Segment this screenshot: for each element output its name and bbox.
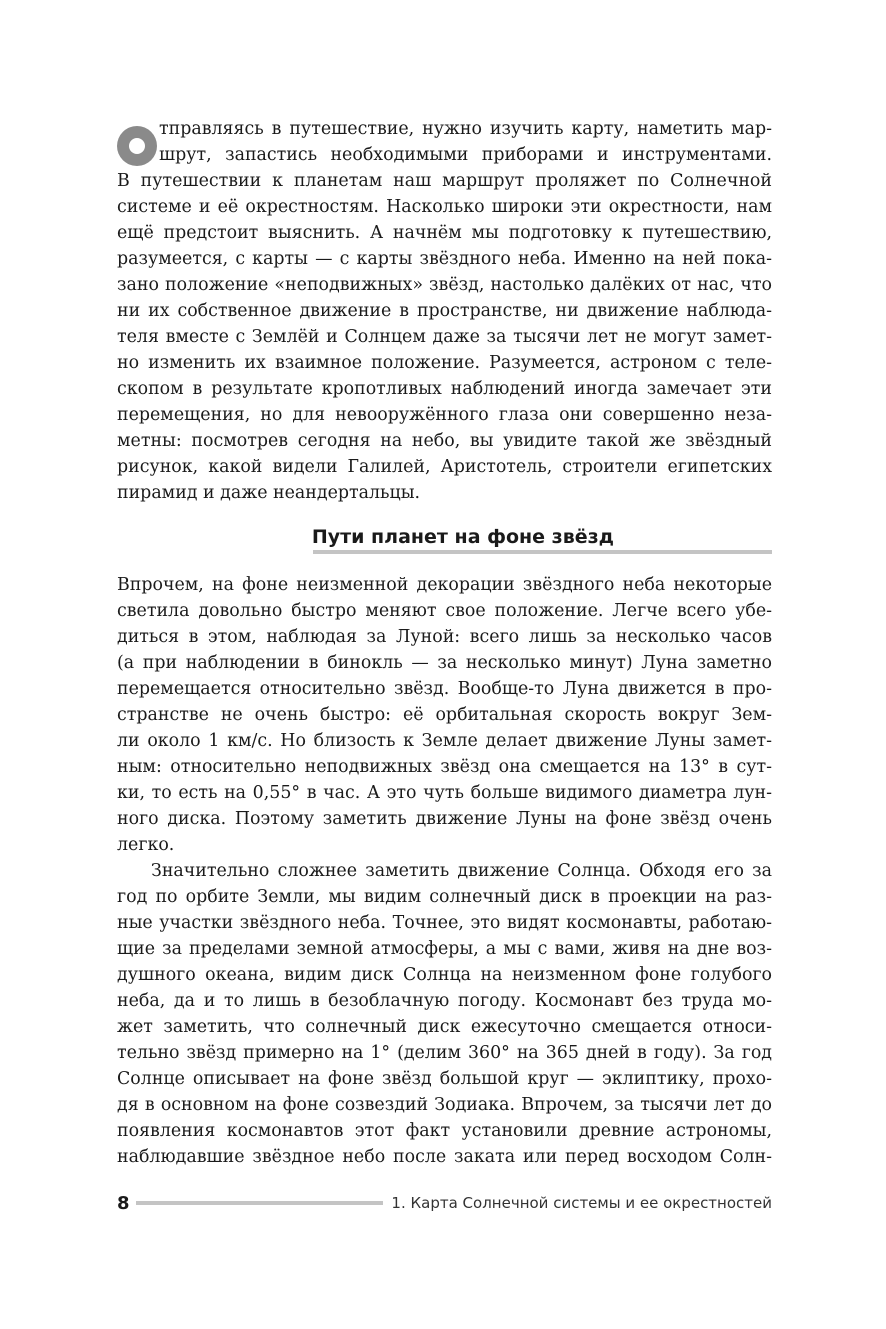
page-footer	[117, 1190, 772, 1216]
text-line: метны: посмотрев сегодня на небо, вы увидите такой же звёздный	[117, 431, 772, 451]
drop-cap	[117, 126, 157, 166]
text-line: неба, да и то лишь в безоблачную погоду. Космонавт без труда мо-	[117, 991, 772, 1011]
text-line: Впрочем, на фоне неизменной декорации звёздного неба некоторые	[117, 575, 772, 595]
text-line: тельно звёзд примерно на 1° (делим 360° на 365 дней в году). За год	[117, 1043, 772, 1063]
text-line: странстве не очень быстро: её орбитальная скорость вокруг Зем-	[117, 705, 772, 725]
intro-paragraph	[117, 116, 772, 506]
text-line: В путешествии к планетам наш маршрут проляжет по Солнечной	[117, 171, 772, 191]
text-line: ные участки звёздного неба. Точнее, это видят космонавты, работаю-	[117, 913, 772, 933]
text-line: но изменить их взаимное положение. Разумеется, астроном с теле-	[117, 353, 772, 373]
text-line: перемещения, но для невооружённого глаза они совершенно неза-	[117, 405, 772, 425]
text-line: (а при наблюдении в бинокль — за несколько минут) Луна заметно	[117, 653, 772, 673]
text-line: наблюдавшие звёздное небо после заката или перед восходом Солн-	[117, 1147, 772, 1167]
text-line: скопом в результате кропотливых наблюдений иногда замечает эти	[117, 379, 772, 399]
text-line: перемещается относительно звёзд. Вообще-то Луна движется в про-	[117, 679, 772, 699]
running-title: 1. Карта Солнечной системы и ее окрестностей	[391, 1194, 772, 1212]
text-line: появления космонавтов этот факт установили древние астрономы,	[117, 1121, 772, 1141]
heading-underline	[313, 550, 772, 554]
text-line: зано положение «неподвижных» звёзд, настолько далёких от нас, что	[117, 275, 772, 295]
drop-cap-counter	[129, 138, 145, 154]
text-line: тправляясь в путешествие, нужно изучить карту, наметить мар-	[159, 119, 772, 139]
text-line: пирамид и даже неандертальцы.	[117, 483, 421, 503]
text-line: ли около 1 км/с. Но близость к Земле делает движение Луны замет-	[117, 731, 772, 751]
text-line: светила довольно быстро меняют свое положение. Легче всего убе-	[117, 601, 772, 621]
page-body	[117, 116, 772, 1170]
text-line: ки, то есть на 0,55° в час. А это чуть больше видимого диаметра лун-	[117, 783, 772, 803]
text-line: Значительно сложнее заметить движение Солнца. Обходя его за	[151, 861, 772, 881]
text-line: рисунок, какой видели Галилей, Аристотель, строители египетских	[117, 457, 772, 477]
text-line: год по орбите Земли, мы видим солнечный диск в проекции на раз-	[117, 887, 772, 907]
text-line: шрут, запастись необходимыми приборами и инструментами.	[159, 145, 772, 165]
text-line: ным: относительно неподвижных звёзд она смещается на 13° в сут-	[117, 757, 772, 777]
text-line: дя в основном на фоне созвездий Зодиака. Впрочем, за тысячи лет до	[117, 1095, 772, 1115]
text-line: системе и её окрестностям. Насколько широки эти окрестности, нам	[117, 197, 772, 217]
footer-rule	[136, 1201, 384, 1205]
text-line: легко.	[117, 835, 175, 855]
page-number: 8	[117, 1192, 130, 1214]
text-line: ного диска. Поэтому заметить движение Луны на фоне звёзд очень	[117, 809, 772, 829]
text-line: душного океана, видим диск Солнца на неизменном фоне голубого	[117, 965, 772, 985]
text-line: ещё предстоит выяснить. А начнём мы подготовку к путешествию,	[117, 223, 772, 243]
section-heading	[117, 514, 772, 572]
text-line: теля вместе с Землёй и Солнцем даже за тысячи лет не могут замет-	[117, 327, 772, 347]
text-line: Солнце описывает на фоне звёзд большой круг — эклиптику, прохо-	[117, 1069, 772, 1089]
paragraph-moon	[117, 572, 772, 858]
text-line: ни их собственное движение в пространстве, ни движение наблюда-	[117, 301, 772, 321]
section-title: Пути планет на фоне звёзд	[311, 526, 614, 548]
paragraph-sun	[117, 858, 772, 1170]
text-line: разумеется, с карты — с карты звёздного неба. Именно на ней пока-	[117, 249, 772, 269]
text-line: жет заметить, что солнечный диск ежесуточно смещается относи-	[117, 1017, 772, 1037]
text-line: щие за пределами земной атмосферы, а мы с вами, живя на дне воз-	[117, 939, 772, 959]
text-line: диться в этом, наблюдая за Луной: всего лишь за несколько часов	[117, 627, 772, 647]
